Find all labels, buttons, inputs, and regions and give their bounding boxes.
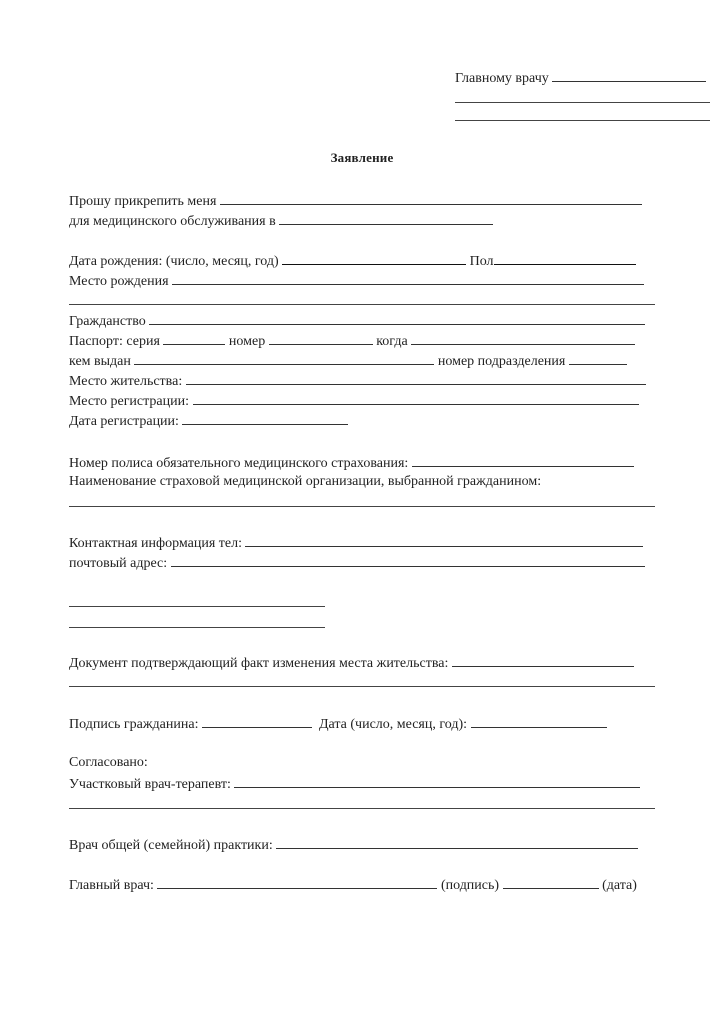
passport-number-label: номер — [228, 334, 266, 349]
signature-date-label: Дата (число, месяц, год): — [318, 717, 468, 732]
birth-place-field-line-2[interactable] — [69, 304, 655, 305]
citizenship-field[interactable] — [149, 311, 645, 325]
residence-change-doc-field-line-2[interactable] — [69, 686, 655, 687]
residence-label: Место жительства: — [69, 374, 183, 389]
passport-row — [69, 331, 635, 349]
signature-hint: (подпись) — [440, 878, 500, 893]
insurance-policy-row — [69, 453, 634, 471]
birth-place-field[interactable] — [172, 271, 644, 285]
insurance-policy-field[interactable] — [412, 453, 634, 467]
family-doctor-field[interactable] — [276, 835, 638, 849]
birth-place-label: Место рождения — [69, 274, 169, 289]
birth-date-label: Дата рождения: (число, месяц, год) — [69, 254, 279, 269]
chief-doctor-row — [69, 875, 637, 893]
passport-when-label: когда — [376, 334, 408, 349]
sex-label: Пол — [469, 254, 494, 269]
registration-date-field[interactable] — [182, 411, 348, 425]
birth-place-row — [69, 271, 644, 289]
residence-change-doc-row — [69, 653, 634, 671]
registration-place-row — [69, 391, 639, 409]
passport-when-field[interactable] — [411, 331, 635, 345]
agreed-row — [69, 754, 148, 772]
citizen-signature-label: Подпись гражданина: — [69, 717, 199, 732]
citizenship-row — [69, 311, 645, 329]
signature-date-field[interactable] — [471, 714, 607, 728]
insurance-policy-label: Номер полиса обязательного медицинского страхования: — [69, 456, 409, 471]
attach-request-field[interactable] — [220, 191, 642, 205]
residence-row — [69, 371, 646, 389]
passport-series-label: Паспорт: серия — [69, 334, 160, 349]
department-code-label: номер подразделения — [437, 354, 566, 369]
medical-service-row — [69, 211, 493, 229]
addressee-label: Главному врачу — [455, 71, 549, 86]
registration-place-field[interactable] — [193, 391, 639, 405]
residence-field[interactable] — [186, 371, 646, 385]
agreed-label: Согласовано: — [69, 755, 148, 770]
birth-date-day-field[interactable] — [282, 251, 376, 265]
addressee-name-field[interactable] — [552, 68, 706, 82]
citizen-signature-field[interactable] — [202, 714, 312, 728]
chief-doctor-signature-field[interactable] — [157, 875, 437, 889]
issued-by-label: кем выдан — [69, 354, 131, 369]
postal-address-label: почтовый адрес: — [69, 556, 168, 571]
registration-place-label: Место регистрации: — [69, 394, 190, 409]
district-therapist-row — [69, 774, 640, 792]
extra-field-line-1[interactable] — [69, 606, 325, 607]
addressee-field-line-3[interactable] — [455, 120, 710, 121]
citizen-signature-row — [69, 714, 607, 732]
issued-by-row — [69, 351, 627, 369]
medical-service-field[interactable] — [279, 211, 493, 225]
document-title: Заявление — [330, 150, 394, 165]
registration-date-label: Дата регистрации: — [69, 414, 179, 429]
postal-address-field[interactable] — [171, 553, 645, 567]
contact-phone-field[interactable] — [245, 533, 643, 547]
insurance-org-field[interactable] — [69, 506, 655, 507]
addressee-field-line-2[interactable] — [455, 102, 710, 103]
birth-date-year-field[interactable] — [414, 251, 466, 265]
issued-by-field[interactable] — [134, 351, 434, 365]
registration-date-row — [69, 411, 348, 429]
attach-request-row — [69, 191, 642, 209]
residence-change-doc-field[interactable] — [452, 653, 634, 667]
passport-series-field[interactable] — [163, 331, 225, 345]
addressee-line — [455, 68, 706, 86]
family-doctor-label: Врач общей (семейной) практики: — [69, 838, 273, 853]
chief-doctor-date-field[interactable] — [503, 875, 599, 889]
district-therapist-label: Участковый врач-терапевт: — [69, 777, 231, 792]
postal-address-row — [69, 553, 645, 571]
passport-number-field[interactable] — [269, 331, 373, 345]
insurance-org-row — [69, 473, 541, 491]
sex-field[interactable] — [494, 251, 636, 265]
date-hint: (дата) — [602, 878, 637, 893]
citizenship-label: Гражданство — [69, 314, 146, 329]
contact-phone-row — [69, 533, 643, 551]
department-code-field[interactable] — [569, 351, 627, 365]
extra-field-line-2[interactable] — [69, 627, 325, 628]
birth-date-month-field[interactable] — [376, 251, 414, 265]
insurance-org-label: Наименование страховой медицинской организации, выбранной гражданином: — [69, 474, 542, 489]
district-therapist-field-line-2[interactable] — [69, 808, 655, 809]
district-therapist-field[interactable] — [234, 774, 640, 788]
medical-service-label: для медицинского обслуживания в — [69, 214, 276, 229]
attach-request-label: Прошу прикрепить меня — [69, 194, 217, 209]
residence-change-doc-label: Документ подтверждающий факт изменения места жительства: — [69, 656, 449, 671]
contact-phone-label: Контактная информация тел: — [69, 536, 242, 551]
birth-date-row — [69, 251, 636, 269]
chief-doctor-label: Главный врач: — [69, 878, 154, 893]
family-doctor-row — [69, 835, 638, 853]
